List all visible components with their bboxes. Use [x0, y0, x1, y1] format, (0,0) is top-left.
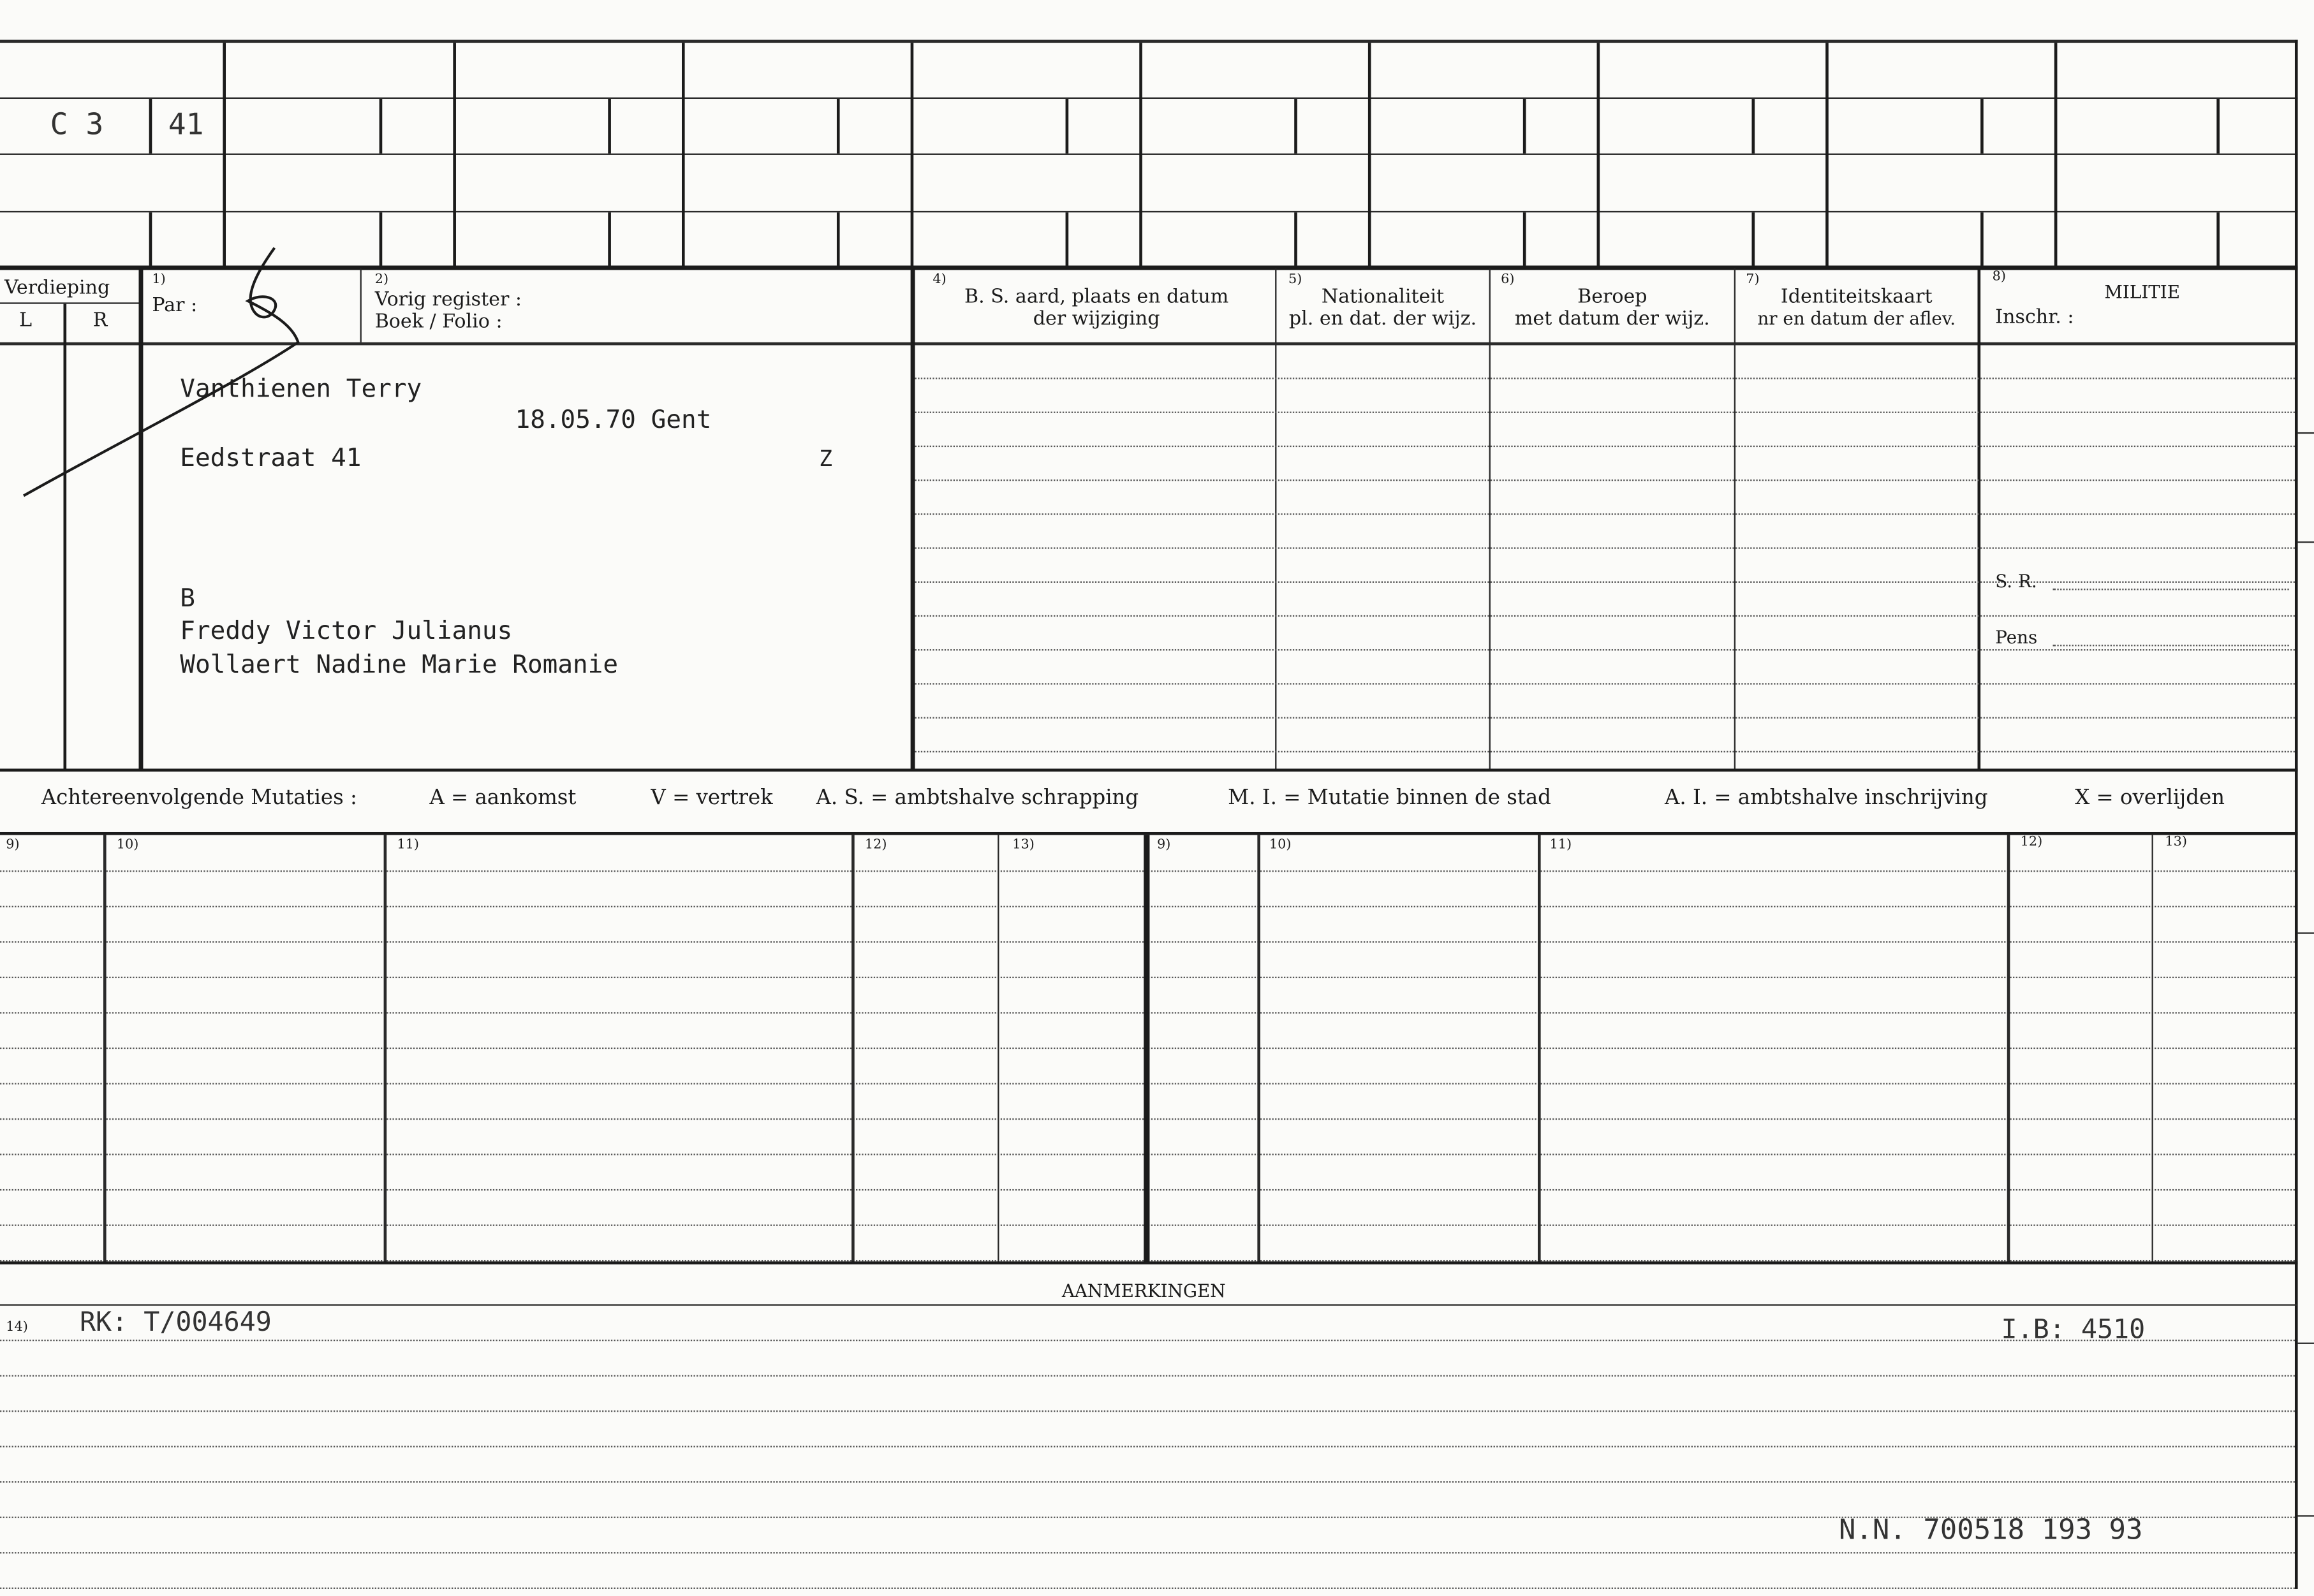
header-sub-divider [380, 212, 383, 265]
mutation-col-line [384, 835, 387, 1263]
header-bottom-rule [0, 265, 2298, 270]
mutatie-ambtshalve-inschrijving: A. I. = ambtshalve inschrijving [1664, 786, 1988, 810]
person-sex: Z [819, 445, 833, 472]
mutation-col-number: 11) [397, 838, 420, 853]
ruled-line [0, 1481, 2295, 1483]
col-line-beroep [1489, 268, 1491, 770]
mutation-col-number: 12) [864, 838, 887, 853]
ruled-line [915, 480, 2295, 481]
header-sub-divider [837, 212, 840, 265]
header-col-line [223, 43, 226, 267]
header-sub-divider [1523, 99, 1526, 154]
header-col-line [2054, 43, 2058, 267]
margin-tick [2298, 1515, 2314, 1516]
bs-heading-2: der wijziging [1033, 308, 1160, 331]
col-line-par [360, 268, 362, 342]
column-heading-bottom-rule [0, 342, 2298, 346]
col-6-number: 6) [1501, 273, 1515, 288]
ruled-line [915, 412, 2295, 413]
mutation-col-number: 9) [6, 838, 20, 853]
verdieping-r-label: R [92, 309, 108, 332]
margin-tick [2298, 541, 2314, 543]
col-line-nat [1275, 268, 1276, 770]
verdieping-label: Verdieping [4, 277, 110, 300]
ruled-line [0, 1340, 2295, 1341]
family-marker: B [180, 584, 196, 614]
col-line-militie [1977, 268, 1980, 770]
par-label: Par : [152, 295, 198, 318]
mutation-col-line [1538, 835, 1541, 1263]
bs-heading-1: B. S. aard, plaats en datum [964, 286, 1229, 309]
mutatie-aankomst: A = aankomst [429, 786, 577, 810]
person-address: Eedstraat 41 [180, 444, 362, 474]
mutation-col-number: 12) [2020, 835, 2043, 850]
header-col-line [1597, 43, 1600, 267]
ruled-line [0, 1588, 2295, 1589]
ruled-line [915, 513, 2295, 515]
header-sub-divider [1066, 212, 1069, 265]
ruled-line [915, 547, 2295, 548]
mutation-col-number: 10) [116, 838, 139, 853]
page-right-edge [2295, 40, 2298, 1588]
header-sub-divider [1294, 212, 1297, 265]
header-row-line [0, 154, 2298, 155]
identiteitskaart-heading-2: nr en datum der aflev. [1757, 308, 1956, 329]
boek-folio-label: Boek / Folio : [374, 311, 503, 333]
ruled-line [915, 717, 2295, 719]
ruled-line [915, 615, 2295, 617]
header-col-line [453, 43, 456, 267]
beroep-heading-1: Beroep [1577, 286, 1647, 309]
header-col-line [911, 43, 914, 267]
ruled-line [0, 1375, 2295, 1376]
verdieping-l-label: L [19, 309, 33, 332]
mutaties-rule-top [0, 768, 2298, 772]
mutatie-overlijden: X = overlijden [2075, 786, 2225, 810]
militie-heading: MILITIE [2104, 281, 2181, 303]
header-sub-divider [1523, 212, 1526, 265]
father-name: Freddy Victor Julianus [180, 617, 513, 647]
mutation-col-number: 9) [1157, 838, 1171, 853]
margin-tick [2298, 432, 2314, 434]
person-name: Vanthienen Terry [180, 374, 422, 404]
vorig-register-label: Vorig register : [374, 289, 522, 312]
ruled-line [0, 1410, 2295, 1412]
col-1-number: 1) [152, 273, 166, 288]
header-sub-divider [380, 99, 383, 154]
mutation-col-number: 10) [1269, 838, 1292, 853]
header-sub-divider [1980, 99, 1984, 154]
identiteitskaart-heading-1: Identiteitskaart [1780, 286, 1933, 309]
remarks-rk: RK: T/004649 [79, 1307, 272, 1338]
ruled-line [915, 683, 2295, 684]
nationaliteit-heading-2: pl. en dat. der wijz. [1288, 308, 1477, 331]
aanmerkingen-rule [0, 1304, 2298, 1305]
header-row-line [0, 98, 2298, 99]
remarks-number: 14) [6, 1320, 28, 1335]
mutation-col-line [998, 835, 999, 1263]
mutatie-vertrek: V = vertrek [651, 786, 773, 810]
nationaliteit-heading-1: Nationaliteit [1321, 286, 1445, 309]
header-sub-divider [2216, 99, 2220, 154]
remarks-ib: I.B: 4510 [2001, 1314, 2146, 1346]
mutatie-ambtshalve-schrapping: A. S. = ambtshalve schrapping [816, 786, 1139, 810]
col-line-id [1734, 268, 1736, 770]
inschr-label: Inschr. : [1995, 307, 2074, 329]
header-row-line [0, 211, 2298, 212]
col-line-bs [911, 268, 915, 770]
header-sub-divider [1980, 212, 1984, 265]
handwritten-stroke [0, 236, 339, 516]
mutation-col-line [851, 835, 855, 1263]
ruled-line [915, 377, 2295, 379]
header-sub-divider [2216, 212, 2220, 265]
header-sub-divider [149, 99, 152, 154]
mutation-table-bottom-rule [0, 1261, 2298, 1264]
ruled-line [0, 1552, 2295, 1553]
mutation-col-number: 13) [2165, 835, 2187, 850]
ruled-line [915, 582, 2295, 583]
col-4-number: 4) [932, 273, 947, 288]
pens-label: Pens [1995, 627, 2038, 648]
margin-tick [2298, 1343, 2314, 1344]
remarks-nn: N.N. 700518 193 93 [1838, 1513, 2143, 1546]
col-7-number: 7) [1746, 273, 1760, 288]
header-code: C 3 [50, 106, 104, 142]
mutation-col-line [2007, 835, 2010, 1263]
ruled-line [0, 1446, 2295, 1447]
sr-fill-line [2052, 589, 2288, 590]
mutation-col-number: 11) [1549, 838, 1572, 853]
pens-fill-line [2052, 645, 2288, 646]
aanmerkingen-title: AANMERKINGEN [1061, 1280, 1226, 1301]
mutation-col-line [1257, 835, 1260, 1263]
sr-label: S. R. [1995, 571, 2037, 592]
mutatie-binnen-stad: M. I. = Mutatie binnen de stad [1228, 786, 1551, 810]
header-col-line [1139, 43, 1142, 267]
header-col-line [682, 43, 685, 267]
header-sub-divider [1294, 99, 1297, 154]
header-sub-divider [1751, 212, 1755, 265]
mother-name: Wollaert Nadine Marie Romanie [180, 650, 619, 680]
ruled-line [915, 649, 2295, 650]
col-8-number: 8) [1992, 270, 2007, 285]
header-top-rule [0, 40, 2298, 43]
header-sub-divider [608, 212, 611, 265]
header-sub-divider [608, 99, 611, 154]
header-col-line [1825, 43, 1829, 267]
header-sub-divider [837, 99, 840, 154]
col-2-number: 2) [374, 273, 389, 288]
ruled-line [915, 446, 2295, 447]
mutation-col-number: 13) [1012, 838, 1035, 853]
header-number: 41 [168, 106, 204, 142]
ruled-line [915, 751, 2295, 752]
beroep-heading-2: met datum der wijz. [1514, 308, 1710, 331]
mutation-center-divider [1144, 835, 1149, 1263]
mutation-col-line [2152, 835, 2153, 1263]
header-sub-divider [1066, 99, 1069, 154]
header-sub-divider [1751, 99, 1755, 154]
col-5-number: 5) [1288, 273, 1302, 288]
mutation-col-line [103, 835, 107, 1263]
person-birth: 18.05.70 Gent [515, 406, 712, 436]
header-col-line [1368, 43, 1371, 267]
mutaties-title: Achtereenvolgende Mutaties : [41, 786, 357, 810]
margin-tick [2298, 932, 2314, 933]
